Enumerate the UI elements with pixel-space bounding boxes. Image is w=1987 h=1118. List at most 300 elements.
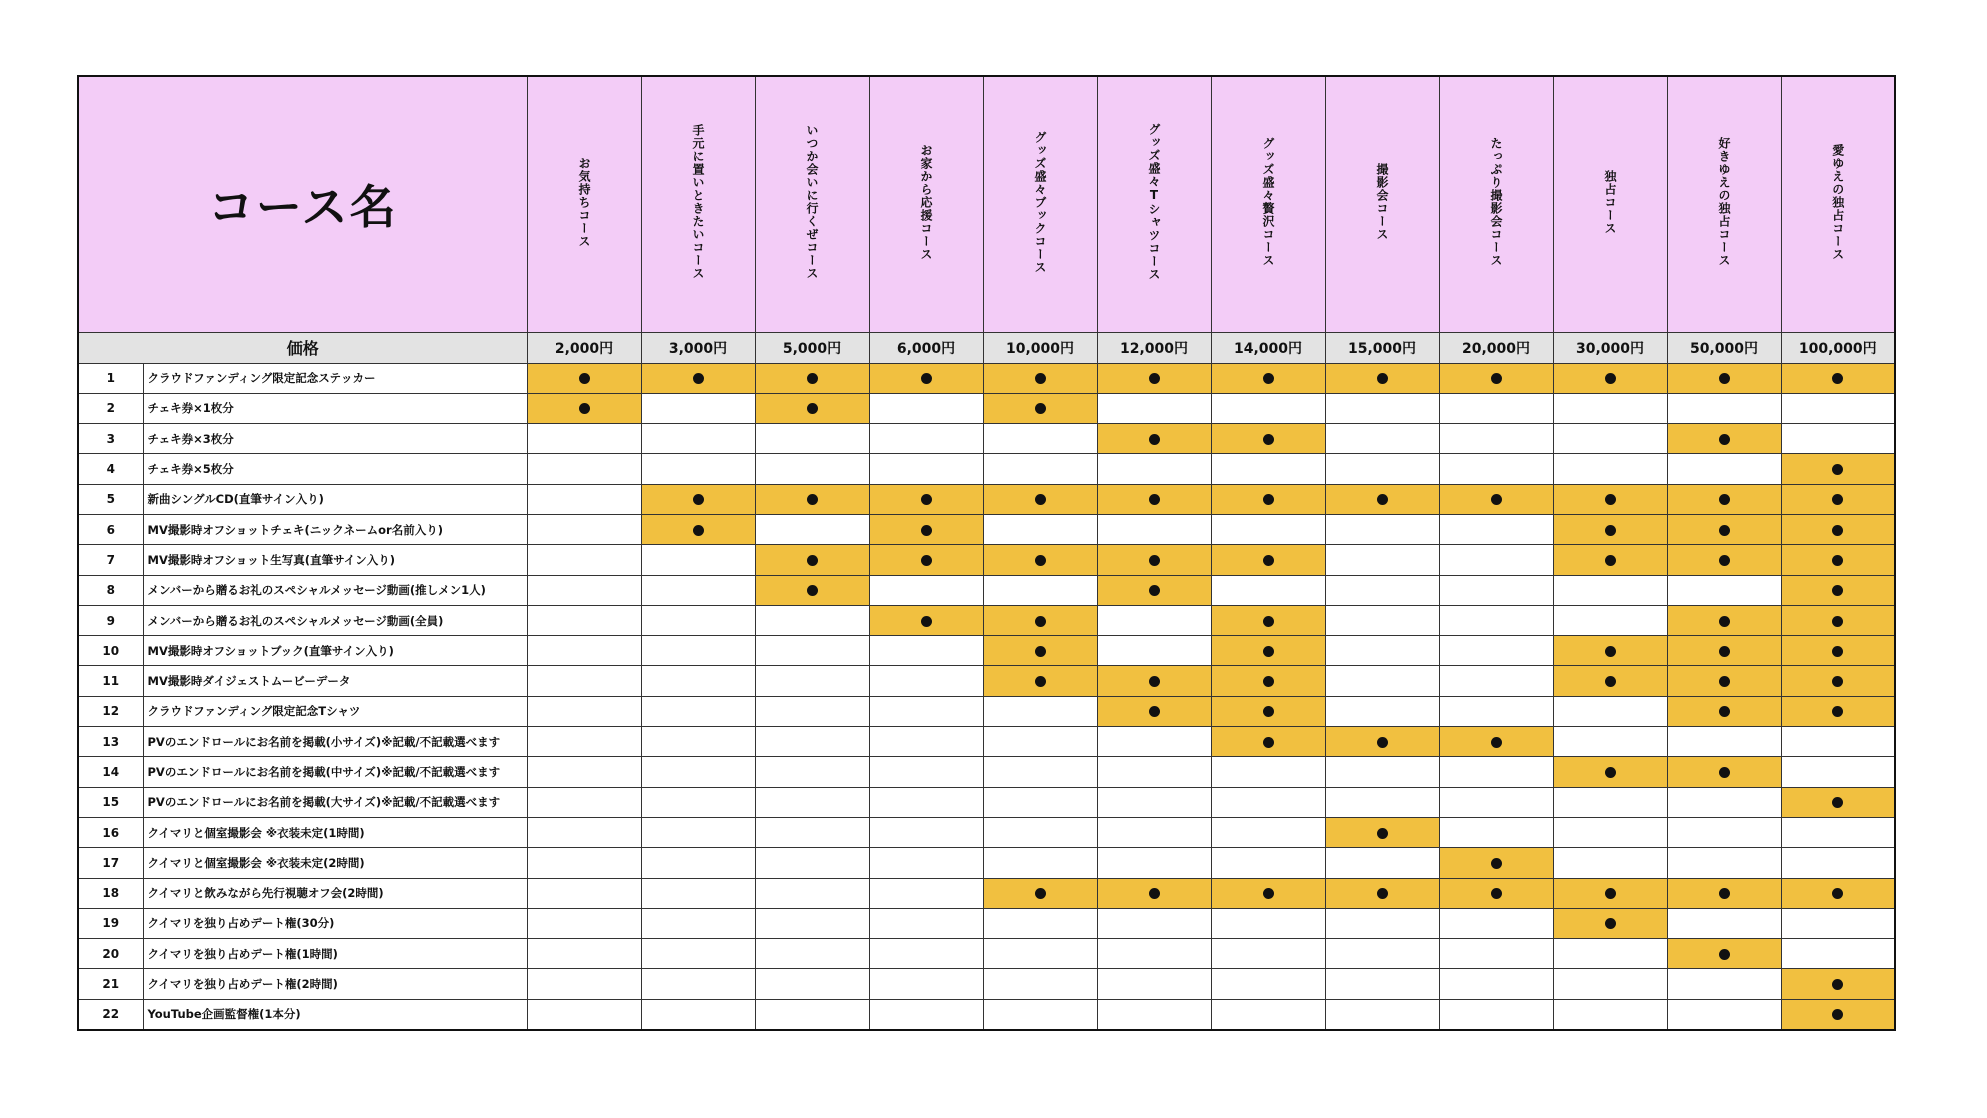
empty-cell bbox=[1439, 454, 1553, 484]
empty-cell bbox=[869, 636, 983, 666]
empty-cell bbox=[1211, 848, 1325, 878]
included-cell bbox=[1211, 484, 1325, 514]
empty-cell bbox=[869, 787, 983, 817]
included-cell bbox=[983, 484, 1097, 514]
row-number: 4 bbox=[78, 454, 143, 484]
included-cell bbox=[1211, 696, 1325, 726]
empty-cell bbox=[527, 939, 641, 969]
reward-item: クイマリを独り占めデート権(30分) bbox=[143, 908, 527, 938]
empty-cell bbox=[1097, 605, 1211, 635]
row-number: 22 bbox=[78, 999, 143, 1029]
included-cell bbox=[983, 545, 1097, 575]
empty-cell bbox=[869, 727, 983, 757]
empty-cell bbox=[641, 454, 755, 484]
table-row bbox=[78, 817, 1895, 847]
included-cell bbox=[983, 605, 1097, 635]
row-number: 12 bbox=[78, 696, 143, 726]
included-dot-icon bbox=[1832, 555, 1843, 566]
included-cell bbox=[1211, 666, 1325, 696]
included-cell bbox=[527, 363, 641, 393]
empty-cell bbox=[1211, 969, 1325, 999]
empty-cell bbox=[527, 696, 641, 726]
included-dot-icon bbox=[1605, 525, 1616, 536]
course-header bbox=[641, 76, 755, 332]
empty-cell bbox=[1211, 454, 1325, 484]
included-cell bbox=[1439, 848, 1553, 878]
included-dot-icon bbox=[1719, 616, 1730, 627]
course-name: お家から応援コース bbox=[919, 143, 933, 261]
included-dot-icon bbox=[1719, 373, 1730, 384]
row-number: 6 bbox=[78, 514, 143, 544]
empty-cell bbox=[755, 817, 869, 847]
empty-cell bbox=[983, 787, 1097, 817]
included-cell bbox=[1553, 878, 1667, 908]
empty-cell bbox=[1439, 939, 1553, 969]
included-dot-icon bbox=[1035, 373, 1046, 384]
included-cell bbox=[1553, 514, 1667, 544]
included-dot-icon bbox=[1149, 434, 1160, 445]
table-row bbox=[78, 393, 1895, 423]
course-header bbox=[755, 76, 869, 332]
empty-cell bbox=[755, 605, 869, 635]
empty-cell bbox=[983, 908, 1097, 938]
empty-cell bbox=[1439, 575, 1553, 605]
empty-cell bbox=[1097, 514, 1211, 544]
included-cell bbox=[869, 484, 983, 514]
included-dot-icon bbox=[1605, 676, 1616, 687]
included-dot-icon bbox=[1149, 676, 1160, 687]
included-dot-icon bbox=[693, 494, 704, 505]
table-row bbox=[78, 908, 1895, 938]
empty-cell bbox=[1553, 817, 1667, 847]
included-cell bbox=[869, 605, 983, 635]
included-cell bbox=[1553, 908, 1667, 938]
empty-cell bbox=[641, 908, 755, 938]
row-number: 9 bbox=[78, 605, 143, 635]
empty-cell bbox=[1097, 817, 1211, 847]
empty-cell bbox=[869, 908, 983, 938]
empty-cell bbox=[1781, 908, 1895, 938]
table-row bbox=[78, 514, 1895, 544]
empty-cell bbox=[1439, 757, 1553, 787]
empty-cell bbox=[869, 424, 983, 454]
empty-cell bbox=[1211, 514, 1325, 544]
included-dot-icon bbox=[1832, 706, 1843, 717]
empty-cell bbox=[983, 727, 1097, 757]
table-row bbox=[78, 757, 1895, 787]
included-dot-icon bbox=[1832, 888, 1843, 899]
course-price: 15,000円 bbox=[1325, 332, 1439, 363]
included-dot-icon bbox=[1605, 888, 1616, 899]
empty-cell bbox=[869, 969, 983, 999]
table-row bbox=[78, 454, 1895, 484]
course-price: 5,000円 bbox=[755, 332, 869, 363]
included-cell bbox=[1439, 878, 1553, 908]
included-cell bbox=[1211, 878, 1325, 908]
empty-cell bbox=[1439, 908, 1553, 938]
empty-cell bbox=[1211, 575, 1325, 605]
empty-cell bbox=[1439, 666, 1553, 696]
course-header bbox=[1553, 76, 1667, 332]
included-cell bbox=[1781, 363, 1895, 393]
empty-cell bbox=[527, 484, 641, 514]
table-row bbox=[78, 999, 1895, 1029]
table-row bbox=[78, 666, 1895, 696]
included-cell bbox=[1781, 545, 1895, 575]
included-cell bbox=[1439, 484, 1553, 514]
empty-cell bbox=[1325, 545, 1439, 575]
empty-cell bbox=[641, 757, 755, 787]
table-row bbox=[78, 545, 1895, 575]
empty-cell bbox=[641, 848, 755, 878]
empty-cell bbox=[1211, 817, 1325, 847]
included-dot-icon bbox=[1263, 646, 1274, 657]
included-cell bbox=[1211, 545, 1325, 575]
row-number: 8 bbox=[78, 575, 143, 605]
table-row bbox=[78, 636, 1895, 666]
empty-cell bbox=[1439, 787, 1553, 817]
course-header bbox=[527, 76, 641, 332]
empty-cell bbox=[527, 514, 641, 544]
included-cell bbox=[1667, 878, 1781, 908]
header-row bbox=[78, 76, 1895, 332]
included-dot-icon bbox=[1035, 888, 1046, 899]
empty-cell bbox=[755, 878, 869, 908]
row-number: 14 bbox=[78, 757, 143, 787]
included-cell bbox=[1553, 363, 1667, 393]
included-dot-icon bbox=[1605, 494, 1616, 505]
empty-cell bbox=[1325, 575, 1439, 605]
included-dot-icon bbox=[921, 555, 932, 566]
empty-cell bbox=[1781, 424, 1895, 454]
included-dot-icon bbox=[807, 494, 818, 505]
included-dot-icon bbox=[693, 373, 704, 384]
empty-cell bbox=[1439, 605, 1553, 635]
course-name: 撮影会コース bbox=[1375, 163, 1389, 242]
included-cell bbox=[755, 363, 869, 393]
included-cell bbox=[869, 514, 983, 544]
empty-cell bbox=[527, 605, 641, 635]
table-row bbox=[78, 605, 1895, 635]
empty-cell bbox=[1667, 848, 1781, 878]
empty-cell bbox=[983, 424, 1097, 454]
included-cell bbox=[1553, 636, 1667, 666]
row-number: 2 bbox=[78, 393, 143, 423]
empty-cell bbox=[1097, 454, 1211, 484]
included-dot-icon bbox=[1719, 888, 1730, 899]
course-header bbox=[983, 76, 1097, 332]
reward-item: 新曲シングルCD(直筆サイン入り) bbox=[143, 484, 527, 514]
empty-cell bbox=[1667, 999, 1781, 1029]
included-dot-icon bbox=[1149, 494, 1160, 505]
included-dot-icon bbox=[1832, 1009, 1843, 1020]
included-dot-icon bbox=[1035, 676, 1046, 687]
empty-cell bbox=[1211, 393, 1325, 423]
empty-cell bbox=[1325, 605, 1439, 635]
empty-cell bbox=[1325, 454, 1439, 484]
included-dot-icon bbox=[1832, 797, 1843, 808]
empty-cell bbox=[1325, 848, 1439, 878]
empty-cell bbox=[1553, 969, 1667, 999]
empty-cell bbox=[1325, 696, 1439, 726]
reward-item: MV撮影時オフショットチェキ(ニックネームor名前入り) bbox=[143, 514, 527, 544]
empty-cell bbox=[1325, 393, 1439, 423]
included-cell bbox=[755, 393, 869, 423]
empty-cell bbox=[1325, 969, 1439, 999]
included-dot-icon bbox=[921, 494, 932, 505]
empty-cell bbox=[527, 727, 641, 757]
empty-cell bbox=[755, 787, 869, 817]
included-dot-icon bbox=[1035, 403, 1046, 414]
row-number: 1 bbox=[78, 363, 143, 393]
empty-cell bbox=[869, 848, 983, 878]
included-dot-icon bbox=[1832, 676, 1843, 687]
course-header bbox=[1097, 76, 1211, 332]
course-name: お気持ちコース bbox=[577, 156, 591, 248]
empty-cell bbox=[755, 969, 869, 999]
included-dot-icon bbox=[1263, 888, 1274, 899]
empty-cell bbox=[1439, 999, 1553, 1029]
included-cell bbox=[1781, 514, 1895, 544]
table-row bbox=[78, 424, 1895, 454]
included-dot-icon bbox=[579, 373, 590, 384]
empty-cell bbox=[527, 817, 641, 847]
included-cell bbox=[1325, 817, 1439, 847]
empty-cell bbox=[869, 999, 983, 1029]
included-dot-icon bbox=[579, 403, 590, 414]
empty-cell bbox=[1097, 999, 1211, 1029]
empty-cell bbox=[527, 575, 641, 605]
empty-cell bbox=[869, 393, 983, 423]
reward-item: MV撮影時ダイジェストムービーデータ bbox=[143, 666, 527, 696]
included-dot-icon bbox=[1832, 979, 1843, 990]
included-cell bbox=[1097, 878, 1211, 908]
reward-item: クイマリを独り占めデート権(1時間) bbox=[143, 939, 527, 969]
course-name: グッズ盛々贅沢コース bbox=[1261, 137, 1275, 268]
included-dot-icon bbox=[807, 373, 818, 384]
included-cell bbox=[1667, 666, 1781, 696]
empty-cell bbox=[755, 696, 869, 726]
reward-item: チェキ券×3枚分 bbox=[143, 424, 527, 454]
empty-cell bbox=[1553, 787, 1667, 817]
empty-cell bbox=[869, 575, 983, 605]
included-cell bbox=[1781, 787, 1895, 817]
empty-cell bbox=[1781, 727, 1895, 757]
page-title: コース名 bbox=[78, 76, 527, 332]
included-dot-icon bbox=[921, 373, 932, 384]
empty-cell bbox=[1097, 727, 1211, 757]
empty-cell bbox=[1097, 757, 1211, 787]
included-dot-icon bbox=[1605, 646, 1616, 657]
row-number: 3 bbox=[78, 424, 143, 454]
included-cell bbox=[1325, 484, 1439, 514]
empty-cell bbox=[755, 939, 869, 969]
included-dot-icon bbox=[1491, 494, 1502, 505]
included-cell bbox=[869, 545, 983, 575]
empty-cell bbox=[641, 636, 755, 666]
empty-cell bbox=[641, 878, 755, 908]
row-number: 18 bbox=[78, 878, 143, 908]
empty-cell bbox=[527, 757, 641, 787]
course-price: 20,000円 bbox=[1439, 332, 1553, 363]
row-number: 11 bbox=[78, 666, 143, 696]
empty-cell bbox=[1553, 727, 1667, 757]
empty-cell bbox=[869, 817, 983, 847]
empty-cell bbox=[1553, 393, 1667, 423]
empty-cell bbox=[1667, 575, 1781, 605]
table-row bbox=[78, 575, 1895, 605]
empty-cell bbox=[527, 787, 641, 817]
empty-cell bbox=[527, 636, 641, 666]
reward-item: クイマリと飲みながら先行視聴オフ会(2時間) bbox=[143, 878, 527, 908]
reward-item: クイマリと個室撮影会 ※衣装未定(1時間) bbox=[143, 817, 527, 847]
reward-item: MV撮影時オフショットブック(直筆サイン入り) bbox=[143, 636, 527, 666]
included-dot-icon bbox=[1491, 373, 1502, 384]
table-row bbox=[78, 939, 1895, 969]
reward-item: チェキ券×5枚分 bbox=[143, 454, 527, 484]
course-name: たっぷり撮影会コース bbox=[1489, 137, 1503, 268]
included-dot-icon bbox=[1719, 434, 1730, 445]
reward-item: クイマリを独り占めデート権(2時間) bbox=[143, 969, 527, 999]
included-dot-icon bbox=[1605, 918, 1616, 929]
included-dot-icon bbox=[1149, 706, 1160, 717]
row-number: 13 bbox=[78, 727, 143, 757]
course-name: いつか会いに行くぜコース bbox=[805, 124, 819, 281]
course-price: 14,000円 bbox=[1211, 332, 1325, 363]
empty-cell bbox=[1667, 969, 1781, 999]
included-dot-icon bbox=[1719, 555, 1730, 566]
included-dot-icon bbox=[1149, 373, 1160, 384]
empty-cell bbox=[527, 454, 641, 484]
empty-cell bbox=[1667, 817, 1781, 847]
empty-cell bbox=[641, 817, 755, 847]
table-row bbox=[78, 363, 1895, 393]
included-cell bbox=[1097, 575, 1211, 605]
reward-item: PVのエンドロールにお名前を掲載(小サイズ)※記載/不記載選べます bbox=[143, 727, 527, 757]
empty-cell bbox=[755, 757, 869, 787]
empty-cell bbox=[1667, 454, 1781, 484]
included-cell bbox=[1781, 666, 1895, 696]
included-dot-icon bbox=[1035, 555, 1046, 566]
empty-cell bbox=[1439, 393, 1553, 423]
course-name: グッズ盛々Tシャツコース bbox=[1147, 123, 1161, 282]
empty-cell bbox=[641, 999, 755, 1029]
price-label: 価格 bbox=[78, 332, 527, 363]
empty-cell bbox=[755, 908, 869, 938]
empty-cell bbox=[527, 908, 641, 938]
course-price: 10,000円 bbox=[983, 332, 1097, 363]
empty-cell bbox=[641, 545, 755, 575]
reward-item: PVのエンドロールにお名前を掲載(大サイズ)※記載/不記載選べます bbox=[143, 787, 527, 817]
included-dot-icon bbox=[1377, 494, 1388, 505]
included-dot-icon bbox=[1035, 616, 1046, 627]
included-dot-icon bbox=[1377, 888, 1388, 899]
included-dot-icon bbox=[1832, 525, 1843, 536]
empty-cell bbox=[527, 424, 641, 454]
empty-cell bbox=[1553, 999, 1667, 1029]
included-cell bbox=[1211, 424, 1325, 454]
table-row bbox=[78, 878, 1895, 908]
empty-cell bbox=[869, 454, 983, 484]
empty-cell bbox=[1553, 575, 1667, 605]
course-name: 愛ゆえの独占コース bbox=[1830, 143, 1845, 261]
empty-cell bbox=[755, 424, 869, 454]
included-dot-icon bbox=[1263, 373, 1274, 384]
included-cell bbox=[1553, 757, 1667, 787]
course-price: 3,000円 bbox=[641, 332, 755, 363]
table-row bbox=[78, 727, 1895, 757]
included-cell bbox=[1211, 727, 1325, 757]
included-dot-icon bbox=[1035, 494, 1046, 505]
included-cell bbox=[983, 393, 1097, 423]
reward-item: YouTube企画監督権(1本分) bbox=[143, 999, 527, 1029]
table-row bbox=[78, 696, 1895, 726]
table-row bbox=[78, 787, 1895, 817]
empty-cell bbox=[983, 757, 1097, 787]
empty-cell bbox=[983, 454, 1097, 484]
empty-cell bbox=[755, 636, 869, 666]
empty-cell bbox=[527, 999, 641, 1029]
empty-cell bbox=[869, 757, 983, 787]
included-cell bbox=[1781, 484, 1895, 514]
empty-cell bbox=[641, 787, 755, 817]
empty-cell bbox=[983, 575, 1097, 605]
empty-cell bbox=[1667, 787, 1781, 817]
included-dot-icon bbox=[1719, 646, 1730, 657]
empty-cell bbox=[1553, 605, 1667, 635]
included-dot-icon bbox=[1832, 585, 1843, 596]
included-cell bbox=[1097, 484, 1211, 514]
course-header bbox=[1667, 76, 1781, 332]
included-dot-icon bbox=[1035, 646, 1046, 657]
course-name: 好きゆえの独占コース bbox=[1717, 137, 1731, 268]
empty-cell bbox=[641, 666, 755, 696]
empty-cell bbox=[755, 727, 869, 757]
empty-cell bbox=[755, 999, 869, 1029]
empty-cell bbox=[527, 969, 641, 999]
empty-cell bbox=[1325, 787, 1439, 817]
included-cell bbox=[1097, 696, 1211, 726]
empty-cell bbox=[1553, 848, 1667, 878]
course-header bbox=[1211, 76, 1325, 332]
empty-cell bbox=[869, 666, 983, 696]
empty-cell bbox=[527, 545, 641, 575]
row-number: 7 bbox=[78, 545, 143, 575]
included-cell bbox=[1667, 636, 1781, 666]
reward-item: クラウドファンディング限定記念ステッカー bbox=[143, 363, 527, 393]
empty-cell bbox=[1553, 696, 1667, 726]
included-cell bbox=[1667, 514, 1781, 544]
empty-cell bbox=[1439, 545, 1553, 575]
included-cell bbox=[1325, 363, 1439, 393]
included-cell bbox=[1439, 363, 1553, 393]
row-number: 15 bbox=[78, 787, 143, 817]
empty-cell bbox=[1553, 939, 1667, 969]
included-dot-icon bbox=[1832, 616, 1843, 627]
included-cell bbox=[1553, 545, 1667, 575]
empty-cell bbox=[641, 424, 755, 454]
empty-cell bbox=[1667, 908, 1781, 938]
empty-cell bbox=[755, 454, 869, 484]
included-dot-icon bbox=[1149, 555, 1160, 566]
row-number: 5 bbox=[78, 484, 143, 514]
empty-cell bbox=[1325, 514, 1439, 544]
included-dot-icon bbox=[1719, 494, 1730, 505]
included-cell bbox=[1667, 757, 1781, 787]
included-dot-icon bbox=[1719, 706, 1730, 717]
course-name: グッズ盛々ブックコース bbox=[1033, 130, 1047, 274]
included-dot-icon bbox=[1719, 949, 1730, 960]
